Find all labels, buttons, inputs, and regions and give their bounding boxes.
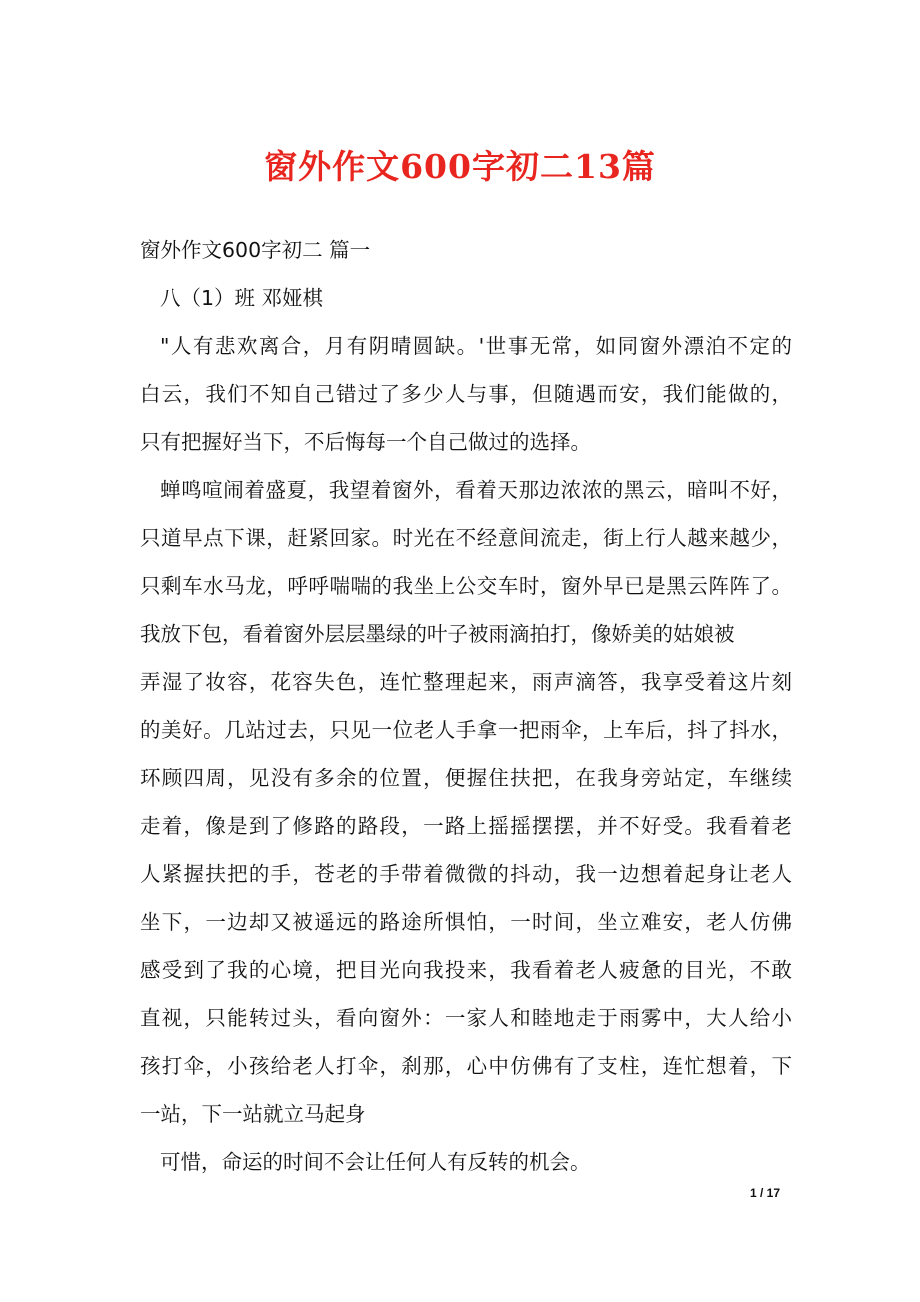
document-title: 窗外作文600字初二13篇 [264,147,656,186]
document-body [140,226,792,1186]
paragraph-line: 弄湿了妆容，花容失色，连忙整理起来，雨声滴答，我享受着这片刻 [140,670,792,694]
paragraph-line: 只有把握好当下，不后悔每一个自己做过的选择。 [140,430,591,454]
paragraph-1 [140,322,792,466]
paragraph-3 [140,1138,792,1186]
paragraph-line: 白云，我们不知自己错过了多少人与事，但随遇而安，我们能做的， [140,382,792,406]
paragraph-line: 蝉鸣喧闹着盛夏，我望着窗外，看着天那边浓浓的黑云，暗叫不好， [160,478,792,502]
paragraph-line: 可惜，命运的时间不会让任何人有反转的机会。 [160,1150,591,1174]
paragraph-line: 坐下，一边却又被遥远的路途所惧怕，一时间，坐立难安，老人仿佛 [140,910,792,934]
paragraph-2 [140,466,792,1138]
paragraph-line: 孩打伞，小孩给老人打伞，刹那，心中仿佛有了支柱，连忙想着，下 [140,1054,792,1078]
paragraph-line: 走着，像是到了修路的路段，一路上摇摇摆摆，并不好受。我看着老 [140,814,792,838]
paragraph-line: 的美好。几站过去，只见一位老人手拿一把雨伞，上车后，抖了抖水， [140,718,792,742]
paragraph-line: 感受到了我的心境，把目光向我投来，我看着老人疲惫的目光，不敢 [140,958,792,982]
paragraph-line: 只剩车水马龙，呼呼喘喘的我坐上公交车时，窗外早已是黑云阵阵了。 [140,574,792,598]
paragraph-line: 人紧握扶把的手，苍老的手带着微微的抖动，我一边想着起身让老人 [140,862,792,886]
paragraph-line: 只道早点下课，赶紧回家。时光在不经意间流走，街上行人越来越少， [140,526,792,550]
paragraph-line: 我放下包，看着窗外层层墨绿的叶子被雨滴拍打，像娇美的姑娘被 [140,622,735,646]
paragraph-line: 直视，只能转过头，看向窗外：一家人和睦地走于雨雾中，大人给小 [140,1006,792,1030]
paragraph-line: 一站，下一站就立马起身 [140,1102,366,1126]
section-heading: 窗外作文600字初二 篇一 [140,238,371,262]
paragraph-line: "人有悲欢离合，月有阴晴圆缺。'世事无常，如同窗外漂泊不定的 [160,334,792,358]
page-number: 1 / 17 [749,1186,780,1200]
byline: 八（1）班 邓娅棋 [160,286,324,310]
paragraph-line: 环顾四周，见没有多余的位置，便握住扶把，在我身旁站定，车继续 [140,766,792,790]
